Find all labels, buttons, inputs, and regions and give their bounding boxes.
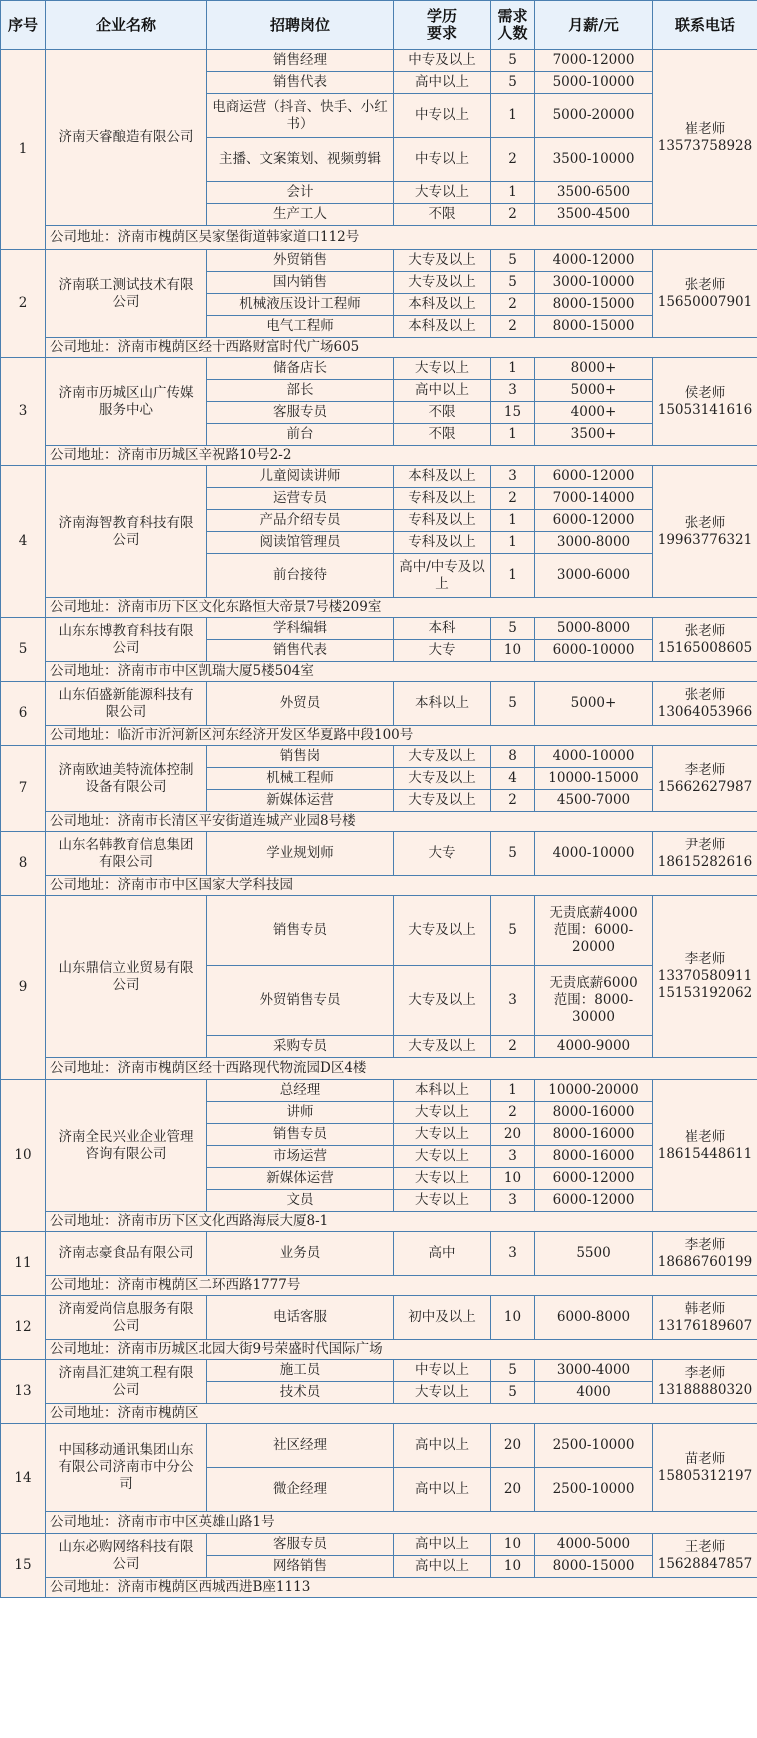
job-row	[1, 466, 757, 488]
company-name-cell: 山东东博教育科技有限公司	[46, 618, 207, 662]
salary-cell: 6000-12000	[535, 1190, 653, 1212]
address-row	[1, 446, 757, 466]
count-cell: 3	[491, 1190, 535, 1212]
count-cell: 1	[491, 554, 535, 598]
address-row	[1, 876, 757, 896]
contact-cell: 李老师 13188880320	[653, 1360, 757, 1404]
job-row	[1, 250, 757, 272]
salary-cell: 4000	[535, 1382, 653, 1404]
salary-cell: 6000-12000	[535, 1168, 653, 1190]
header-company: 企业名称	[46, 1, 207, 50]
count-cell: 2	[491, 138, 535, 182]
position-cell: 外贸销售	[207, 250, 394, 272]
salary-cell: 4000-10000	[535, 746, 653, 768]
education-cell: 大专	[394, 832, 491, 876]
job-row	[1, 1360, 757, 1382]
company-address-cell: 公司地址：济南市市中区国家大学科技园	[46, 876, 757, 896]
seq-number-cell: 12	[1, 1296, 46, 1360]
education-cell: 专科及以上	[394, 488, 491, 510]
contact-cell: 韩老师 13176189607	[653, 1296, 757, 1340]
salary-cell: 3500-10000	[535, 138, 653, 182]
count-cell: 1	[491, 532, 535, 554]
salary-cell: 6000-8000	[535, 1296, 653, 1340]
position-cell: 主播、文案策划、视频剪辑	[207, 138, 394, 182]
table-body	[1, 50, 757, 1598]
count-cell: 5	[491, 1360, 535, 1382]
company-name-cell: 山东必购网络科技有限公司	[46, 1534, 207, 1578]
count-cell: 5	[491, 896, 535, 966]
education-cell: 大专以上	[394, 1102, 491, 1124]
contact-cell: 李老师 13370580911 15153192062	[653, 896, 757, 1058]
address-row	[1, 812, 757, 832]
seq-number-cell: 15	[1, 1534, 46, 1598]
seq-number-cell: 13	[1, 1360, 46, 1424]
position-cell: 施工员	[207, 1360, 394, 1382]
count-cell: 3	[491, 380, 535, 402]
position-cell: 销售专员	[207, 896, 394, 966]
count-cell: 5	[491, 618, 535, 640]
contact-cell: 张老师 15650007901	[653, 250, 757, 338]
company-address-cell: 公司地址：济南市槐荫区经十西路现代物流园D区4楼	[46, 1058, 757, 1080]
position-cell: 电商运营（抖音、快手、小红书）	[207, 94, 394, 138]
salary-cell: 2500-10000	[535, 1424, 653, 1468]
education-cell: 初中及以上	[394, 1296, 491, 1340]
job-row	[1, 896, 757, 966]
education-cell: 本科以上	[394, 1080, 491, 1102]
count-cell: 3	[491, 1232, 535, 1276]
count-cell: 2	[491, 488, 535, 510]
company-name-cell: 济南联工测试技术有限公司	[46, 250, 207, 338]
salary-cell: 5000-8000	[535, 618, 653, 640]
count-cell: 5	[491, 682, 535, 726]
job-row	[1, 50, 757, 72]
count-cell: 10	[491, 1296, 535, 1340]
salary-cell: 3000-8000	[535, 532, 653, 554]
salary-cell: 5000+	[535, 380, 653, 402]
contact-cell: 崔老师 13573758928	[653, 50, 757, 226]
seq-number-cell: 3	[1, 358, 46, 466]
position-cell: 儿童阅读讲师	[207, 466, 394, 488]
education-cell: 专科及以上	[394, 532, 491, 554]
education-cell: 大专及以上	[394, 746, 491, 768]
salary-cell: 3000-6000	[535, 554, 653, 598]
position-cell: 客服专员	[207, 402, 394, 424]
salary-cell: 4500-7000	[535, 790, 653, 812]
job-row	[1, 1232, 757, 1276]
education-cell: 本科及以上	[394, 466, 491, 488]
address-row	[1, 1404, 757, 1424]
salary-cell: 7000-12000	[535, 50, 653, 72]
count-cell: 5	[491, 250, 535, 272]
count-cell: 10	[491, 1556, 535, 1578]
address-row	[1, 1212, 757, 1232]
salary-cell: 8000+	[535, 358, 653, 380]
count-cell: 10	[491, 1534, 535, 1556]
count-cell: 15	[491, 402, 535, 424]
company-address-cell: 公司地址：临沂市沂河新区河东经济开发区华夏路中段100号	[46, 726, 757, 746]
count-cell: 3	[491, 966, 535, 1036]
count-cell: 1	[491, 358, 535, 380]
address-row	[1, 1578, 757, 1598]
count-cell: 20	[491, 1424, 535, 1468]
education-cell: 中专及以上	[394, 50, 491, 72]
position-cell: 微企经理	[207, 1468, 394, 1512]
position-cell: 采购专员	[207, 1036, 394, 1058]
seq-number-cell: 4	[1, 466, 46, 618]
position-cell: 社区经理	[207, 1424, 394, 1468]
salary-cell: 5000-20000	[535, 94, 653, 138]
count-cell: 5	[491, 50, 535, 72]
contact-cell: 张老师 13064053966	[653, 682, 757, 726]
count-cell: 4	[491, 768, 535, 790]
education-cell: 高中	[394, 1232, 491, 1276]
salary-cell: 5000+	[535, 682, 653, 726]
count-cell: 5	[491, 1382, 535, 1404]
count-cell: 3	[491, 1146, 535, 1168]
contact-cell: 张老师 19963776321	[653, 466, 757, 598]
job-row	[1, 1424, 757, 1468]
seq-number-cell: 6	[1, 682, 46, 746]
company-address-cell: 公司地址：济南市槐荫区二环西路1777号	[46, 1276, 757, 1296]
address-row	[1, 726, 757, 746]
salary-cell: 3000-4000	[535, 1360, 653, 1382]
position-cell: 技术员	[207, 1382, 394, 1404]
position-cell: 外贸员	[207, 682, 394, 726]
count-cell: 5	[491, 72, 535, 94]
address-row	[1, 1058, 757, 1080]
education-cell: 高中以上	[394, 72, 491, 94]
company-address-cell: 公司地址：济南市长清区平安街道连城产业园8号楼	[46, 812, 757, 832]
salary-cell: 4000-9000	[535, 1036, 653, 1058]
contact-cell: 苗老师 15805312197	[653, 1424, 757, 1512]
seq-number-cell: 14	[1, 1424, 46, 1534]
education-cell: 大专以上	[394, 1190, 491, 1212]
education-cell: 大专及以上	[394, 966, 491, 1036]
company-name-cell: 济南天睿酿造有限公司	[46, 50, 207, 226]
address-row	[1, 662, 757, 682]
count-cell: 20	[491, 1468, 535, 1512]
education-cell: 大专以上	[394, 1168, 491, 1190]
company-address-cell: 公司地址：济南市槐荫区吴家堡街道韩家道口112号	[46, 226, 757, 250]
position-cell: 总经理	[207, 1080, 394, 1102]
education-cell: 专科及以上	[394, 510, 491, 532]
contact-cell: 尹老师 18615282616	[653, 832, 757, 876]
salary-cell: 2500-10000	[535, 1468, 653, 1512]
job-row	[1, 358, 757, 380]
position-cell: 文员	[207, 1190, 394, 1212]
salary-cell: 3500-6500	[535, 182, 653, 204]
company-address-cell: 公司地址：济南市市中区凯瑞大厦5楼504室	[46, 662, 757, 682]
company-name-cell: 济南昌汇建筑工程有限公司	[46, 1360, 207, 1404]
education-cell: 大专及以上	[394, 790, 491, 812]
education-cell: 大专	[394, 640, 491, 662]
job-row	[1, 746, 757, 768]
position-cell: 销售专员	[207, 1124, 394, 1146]
position-cell: 产品介绍专员	[207, 510, 394, 532]
address-row	[1, 338, 757, 358]
company-address-cell: 公司地址：济南市历下区文化东路恒大帝景7号楼209室	[46, 598, 757, 618]
header-education: 学历 要求	[394, 1, 491, 50]
position-cell: 机械工程师	[207, 768, 394, 790]
position-cell: 电话客服	[207, 1296, 394, 1340]
seq-number-cell: 2	[1, 250, 46, 358]
position-cell: 国内销售	[207, 272, 394, 294]
count-cell: 1	[491, 94, 535, 138]
company-name-cell: 济南市历城区山广传媒服务中心	[46, 358, 207, 446]
position-cell: 销售代表	[207, 640, 394, 662]
salary-cell: 8000-15000	[535, 316, 653, 338]
count-cell: 2	[491, 790, 535, 812]
education-cell: 高中以上	[394, 1468, 491, 1512]
position-cell: 电气工程师	[207, 316, 394, 338]
salary-cell: 4000-10000	[535, 832, 653, 876]
education-cell: 大专以上	[394, 358, 491, 380]
position-cell: 销售岗	[207, 746, 394, 768]
seq-number-cell: 8	[1, 832, 46, 896]
count-cell: 2	[491, 1036, 535, 1058]
company-name-cell: 中国移动通讯集团山东有限公司济南市中分公司	[46, 1424, 207, 1512]
company-address-cell: 公司地址：济南市槐荫区经十西路财富时代广场605	[46, 338, 757, 358]
salary-cell: 10000-20000	[535, 1080, 653, 1102]
company-address-cell: 公司地址：济南市槐荫区西城西进B座1113	[46, 1578, 757, 1598]
address-row	[1, 598, 757, 618]
salary-cell: 无责底薪4000 范围：6000- 20000	[535, 896, 653, 966]
company-name-cell: 济南全民兴业企业管理咨询有限公司	[46, 1080, 207, 1212]
seq-number-cell: 10	[1, 1080, 46, 1232]
contact-cell: 王老师 15628847857	[653, 1534, 757, 1578]
address-row	[1, 1512, 757, 1534]
salary-cell: 4000-5000	[535, 1534, 653, 1556]
salary-cell: 8000-15000	[535, 294, 653, 316]
header-position: 招聘岗位	[207, 1, 394, 50]
education-cell: 高中以上	[394, 1556, 491, 1578]
position-cell: 生产工人	[207, 204, 394, 226]
job-row	[1, 1080, 757, 1102]
salary-cell: 3500-4500	[535, 204, 653, 226]
education-cell: 大专及以上	[394, 272, 491, 294]
education-cell: 大专以上	[394, 1382, 491, 1404]
education-cell: 高中以上	[394, 380, 491, 402]
contact-cell: 李老师 15662627987	[653, 746, 757, 812]
education-cell: 本科	[394, 618, 491, 640]
education-cell: 大专及以上	[394, 896, 491, 966]
salary-cell: 3000-10000	[535, 272, 653, 294]
position-cell: 网络销售	[207, 1556, 394, 1578]
count-cell: 1	[491, 182, 535, 204]
education-cell: 本科及以上	[394, 316, 491, 338]
count-cell: 5	[491, 832, 535, 876]
header-count: 需求 人数	[491, 1, 535, 50]
header-row	[1, 1, 757, 50]
salary-cell: 10000-15000	[535, 768, 653, 790]
count-cell: 1	[491, 424, 535, 446]
salary-cell: 5500	[535, 1232, 653, 1276]
education-cell: 不限	[394, 204, 491, 226]
education-cell: 中专以上	[394, 94, 491, 138]
count-cell: 5	[491, 272, 535, 294]
position-cell: 前台	[207, 424, 394, 446]
position-cell: 学业规划师	[207, 832, 394, 876]
salary-cell: 6000-12000	[535, 510, 653, 532]
education-cell: 大专以上	[394, 1146, 491, 1168]
salary-cell: 8000-16000	[535, 1102, 653, 1124]
salary-cell: 无责底薪6000 范围：8000- 30000	[535, 966, 653, 1036]
count-cell: 3	[491, 466, 535, 488]
company-address-cell: 公司地址：济南市槐荫区	[46, 1404, 757, 1424]
education-cell: 不限	[394, 424, 491, 446]
position-cell: 储备店长	[207, 358, 394, 380]
count-cell: 2	[491, 204, 535, 226]
company-address-cell: 公司地址：济南市历下区文化西路海辰大厦8-1	[46, 1212, 757, 1232]
address-row	[1, 1276, 757, 1296]
header-phone: 联系电话	[653, 1, 757, 50]
position-cell: 机械液压设计工程师	[207, 294, 394, 316]
count-cell: 2	[491, 316, 535, 338]
salary-cell: 8000-16000	[535, 1124, 653, 1146]
salary-cell: 3500+	[535, 424, 653, 446]
education-cell: 高中/中专及以上	[394, 554, 491, 598]
company-address-cell: 公司地址：济南市历城区北园大街9号荣盛时代国际广场	[46, 1340, 757, 1360]
count-cell: 8	[491, 746, 535, 768]
position-cell: 新媒体运营	[207, 790, 394, 812]
salary-cell: 8000-15000	[535, 1556, 653, 1578]
position-cell: 运营专员	[207, 488, 394, 510]
contact-cell: 崔老师 18615448611	[653, 1080, 757, 1212]
address-row	[1, 1340, 757, 1360]
position-cell: 销售代表	[207, 72, 394, 94]
contact-cell: 张老师 15165008605	[653, 618, 757, 662]
salary-cell: 4000-12000	[535, 250, 653, 272]
company-name-cell: 济南海智教育科技有限公司	[46, 466, 207, 598]
education-cell: 高中以上	[394, 1424, 491, 1468]
job-row	[1, 1534, 757, 1556]
position-cell: 业务员	[207, 1232, 394, 1276]
salary-cell: 8000-16000	[535, 1146, 653, 1168]
contact-cell: 侯老师 15053141616	[653, 358, 757, 446]
header-seq: 序号	[1, 1, 46, 50]
position-cell: 会计	[207, 182, 394, 204]
education-cell: 本科以上	[394, 682, 491, 726]
company-name-cell: 山东名韩教育信息集团有限公司	[46, 832, 207, 876]
count-cell: 10	[491, 640, 535, 662]
job-row	[1, 832, 757, 876]
count-cell: 1	[491, 1080, 535, 1102]
contact-cell: 李老师 18686760199	[653, 1232, 757, 1276]
job-row	[1, 618, 757, 640]
position-cell: 阅读馆管理员	[207, 532, 394, 554]
salary-cell: 6000-10000	[535, 640, 653, 662]
position-cell: 前台接待	[207, 554, 394, 598]
seq-number-cell: 9	[1, 896, 46, 1080]
salary-cell: 6000-12000	[535, 466, 653, 488]
count-cell: 2	[491, 1102, 535, 1124]
address-row	[1, 226, 757, 250]
education-cell: 大专及以上	[394, 1036, 491, 1058]
position-cell: 学科编辑	[207, 618, 394, 640]
education-cell: 大专及以上	[394, 250, 491, 272]
education-cell: 大专及以上	[394, 768, 491, 790]
count-cell: 10	[491, 1168, 535, 1190]
position-cell: 外贸销售专员	[207, 966, 394, 1036]
seq-number-cell: 11	[1, 1232, 46, 1296]
position-cell: 部长	[207, 380, 394, 402]
education-cell: 大专以上	[394, 182, 491, 204]
position-cell: 新媒体运营	[207, 1168, 394, 1190]
position-cell: 讲师	[207, 1102, 394, 1124]
count-cell: 1	[491, 510, 535, 532]
education-cell: 本科及以上	[394, 294, 491, 316]
job-row	[1, 1296, 757, 1340]
salary-cell: 5000-10000	[535, 72, 653, 94]
education-cell: 大专以上	[394, 1124, 491, 1146]
salary-cell: 7000-14000	[535, 488, 653, 510]
position-cell: 客服专员	[207, 1534, 394, 1556]
seq-number-cell: 7	[1, 746, 46, 832]
company-address-cell: 公司地址：济南市市中区英雄山路1号	[46, 1512, 757, 1534]
education-cell: 中专以上	[394, 1360, 491, 1382]
company-name-cell: 济南欧迪美特流体控制设备有限公司	[46, 746, 207, 812]
education-cell: 不限	[394, 402, 491, 424]
company-name-cell: 山东佰盛新能源科技有限公司	[46, 682, 207, 726]
salary-cell: 4000+	[535, 402, 653, 424]
education-cell: 中专以上	[394, 138, 491, 182]
company-name-cell: 山东鼎信立业贸易有限公司	[46, 896, 207, 1058]
company-name-cell: 济南爱尚信息服务有限公司	[46, 1296, 207, 1340]
seq-number-cell: 5	[1, 618, 46, 682]
company-address-cell: 公司地址：济南市历城区辛祝路10号2-2	[46, 446, 757, 466]
education-cell: 高中以上	[394, 1534, 491, 1556]
seq-number-cell: 1	[1, 50, 46, 250]
position-cell: 销售经理	[207, 50, 394, 72]
header-salary: 月薪/元	[535, 1, 653, 50]
company-name-cell: 济南志豪食品有限公司	[46, 1232, 207, 1276]
count-cell: 20	[491, 1124, 535, 1146]
job-row	[1, 682, 757, 726]
count-cell: 2	[491, 294, 535, 316]
position-cell: 市场运营	[207, 1146, 394, 1168]
